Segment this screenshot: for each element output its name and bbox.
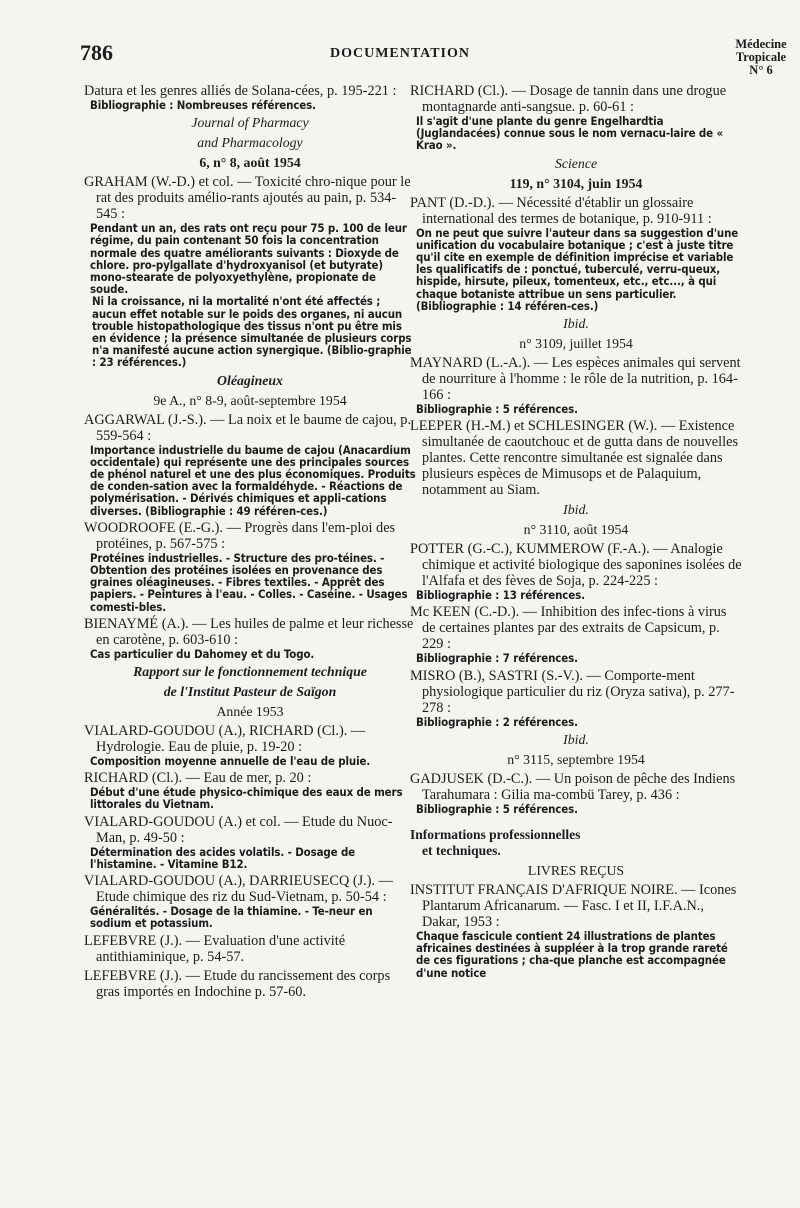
citation: VIALARD-GOUDOU (A.), DARRIEUSECQ (J.). — Etude chimique des riz du Sud-Vietnam, p. 50-54 : [84, 873, 393, 906]
note: Pendant un an, des rats ont reçu pour 75 p. 100 de leur régime, du pain contenant 50 fois la concentration normale des quatre améliorants suivants : Dioxyde de chlore. pro-pylgallate d'hydroxyanisol (et butyrate) mono-stearate de polyoxyethylène, propionate de soude. [90, 221, 407, 297]
issue-heading: 6, n° 8, août 1954 [199, 155, 301, 171]
issue-heading: n° 3109, juillet 1954 [519, 336, 633, 352]
citation: PANT (D.-D.). — Nécessité d'établir un glossaire international des termes de botanique, p. 910-911 : [410, 194, 712, 227]
note: Importance industrielle du baume de cajou (Anacardium occidentale) qui représente une des principales sources de phénol naturel et une des plus économiques. Produits de conden-sation avec la formaldéhyde. - Réactions de polymérisation. - Dérivés chimiques et appli-cations diverses. (Bibliographie : 49 référen-ces.) [90, 442, 416, 518]
citation: LEFEBVRE (J.). — Etude du rancissement des corps gras importés en Indochine p. 57-60. [84, 967, 391, 1000]
citation: WOODROOFE (E.-G.). — Progrès dans l'em-ploi des protéines, p. 567-575 : [84, 519, 396, 552]
section-heading: LIVRES REÇUS [527, 863, 625, 879]
note: Bibliographie : 2 références. [416, 714, 578, 729]
note: On ne peut que suivre l'auteur dans sa suggestion d'une unification du vocabulaire botanique ; c'est à juste titre qu'il cite en exemple de définition imprécise et variable les qualificatifs de : ponctué, tuberculé, verru-queux, hispide, hirsute, pileux, tomenteux, etc., etc..., à qui chaque botaniste attribue un sens particulier. (Bibliographie : 14 référen-ces.) [416, 225, 739, 313]
section-heading: Oléagineux [217, 372, 283, 388]
citation: GRAHAM (W.-D.) et col. — Toxicité chro-nique pour le rat des produits amélio-rants ajoutés au pain, p. 534-545 : [84, 174, 411, 223]
citation: MISRO (B.), SASTRI (S.-V.). — Comporte-ment physiologique particulier du riz (Oryza sativa), p. 277-278 : [410, 667, 735, 716]
ibid-heading: Ibid. [563, 502, 589, 518]
issue-heading: n° 3115, septembre 1954 [507, 751, 645, 767]
note: Protéines industrielles. - Structure des pro-téines. - Obtention des protéines isolées en provenance des graines oléagineuses. - Fibres textiles. - Apprêt des papiers. - Peintures à l'eau. - Colles. - Caséine. - Usages comesti-bles. [90, 550, 408, 614]
citation: BIENAYMÉ (A.). — Les huiles de palme et leur richesse en carotène, p. 603-610 : [84, 615, 414, 648]
citation: AGGARWAL (J.-S.). — La noix et le baume de cajou, p. 559-564 : [84, 411, 412, 444]
note: Cas particulier du Dahomey et du Togo. [90, 646, 315, 661]
citation: LEFEBVRE (J.). — Evaluation d'une activité antithiaminique, p. 54-57. [84, 932, 346, 965]
citation: INSTITUT FRANÇAIS D'AFRIQUE NOIRE. — Icones Plantarum Africanarum. — Fasc. I et II, I.F.A.N., Dakar, 1953 : [410, 882, 737, 931]
section-heading: et techniques. [422, 843, 501, 859]
note: Bibliographie : 7 références. [416, 651, 578, 666]
citation: POTTER (G.-C.), KUMMEROW (F.-A.). — Analogie chimique et activité biologique des saponines isolées de l'Alfafa et des fèves de Soja, p. 224-225 : [410, 541, 742, 590]
citation: RICHARD (Cl.). — Eau de mer, p. 20 : [84, 770, 312, 787]
issue-heading: n° 3110, août 1954 [523, 522, 629, 538]
ibid-heading: Ibid. [563, 316, 589, 332]
citation: Datura et les genres alliés de Solana-cées, p. 195-221 : [84, 83, 397, 99]
citation: MAYNARD (L.-A.). — Les espèces animales qui servent de nourriture à l'homme : le rôle de la nutrition, p. 164-166 : [410, 355, 741, 404]
journal-title: and Pharmacology [197, 135, 303, 151]
section-heading: de l'Institut Pasteur de Saïgon [163, 684, 337, 700]
citation: VIALARD-GOUDOU (A.) et col. — Etude du Nuoc-Man, p. 49-50 : [84, 813, 393, 846]
page-number: 786 [80, 40, 113, 65]
citation: LEEPER (H.-M.) et SCHLESINGER (W.). — Existence simultanée de caoutchouc et de gutta dans de nouvelles plantes. Cette rencontre simultanée est signalée dans plusieurs espèces de Mimusops et de Palaquium, notamment au Siam. [410, 418, 739, 499]
note: Bibliographie : Nombreuses références. [90, 98, 316, 112]
citation: VIALARD-GOUDOU (A.), RICHARD (Cl.). — Hydrologie. Eau de pluie, p. 19-20 : [84, 723, 366, 756]
right-column [410, 80, 742, 979]
left-column [84, 80, 416, 1000]
issue-heading: 9e A., n° 8-9, août-septembre 1954 [153, 392, 347, 408]
journal-name: Médecine Tropicale N° 6 [735, 37, 787, 77]
issue-heading: Année 1953 [216, 704, 284, 720]
note: Chaque fascicule contient 24 illustrations de plantes africaines destinées à suppléer à la trop grande rareté de ces figurations ; cha-que planche est accompagnée d'une notice [416, 929, 728, 980]
citation: RICHARD (Cl.). — Dosage de tannin dans une drogue montagnarde anti-sangsue. p. 60-61 : [410, 83, 727, 115]
note: Ni la croissance, ni la mortalité n'ont été affectés ; aucun effet notable sur le poids des organes, ni aucun trouble histopathologique des tissus n'ont pu être mis en évidence ; la présence simultanée de plusieurs corps n'a manifesté aucune action synergique. (Biblio-graphie : 23 références.) [92, 294, 412, 370]
citation: Mc KEEN (C.-D.). — Inhibition des infec-tions à virus de certaines plantes par des extraits de Capsicum, p. 229 : [410, 604, 727, 653]
issue-heading: 119, n° 3104, juin 1954 [509, 175, 643, 191]
note: Généralités. - Dosage de la thiamine. - Te-neur en sodium et potassium. [90, 904, 373, 931]
note: Bibliographie : 5 références. [416, 402, 578, 417]
note: Il s'agit d'une plante du genre Engelhardtia (Juglandacées) connue sous le nom vernacu-laire de « Krao ». [416, 114, 723, 153]
note: Bibliographie : 5 références. [416, 801, 578, 816]
note: Bibliographie : 13 références. [416, 588, 585, 603]
journal-title: Science [554, 155, 598, 171]
note: Début d'une étude physico-chimique des eaux de mers littorales du Vietnam. [90, 785, 403, 812]
section-heading: Rapport sur le fonctionnement technique [133, 664, 367, 680]
journal-title: Journal of Pharmacy [191, 115, 309, 131]
citation: GADJUSEK (D.-C.). — Un poison de pêche des Indiens Tarahumara : Gilia ma-combü Tarey, p. 436 : [410, 770, 736, 803]
note: Détermination des acides volatils. - Dosage de l'histamine. - Vitamine B12. [90, 844, 356, 871]
running-title: DOCUMENTATION [329, 46, 471, 61]
ibid-heading: Ibid. [563, 731, 589, 747]
note: Composition moyenne annuelle de l'eau de pluie. [90, 754, 371, 769]
section-heading: Informations professionnelles [410, 827, 581, 843]
